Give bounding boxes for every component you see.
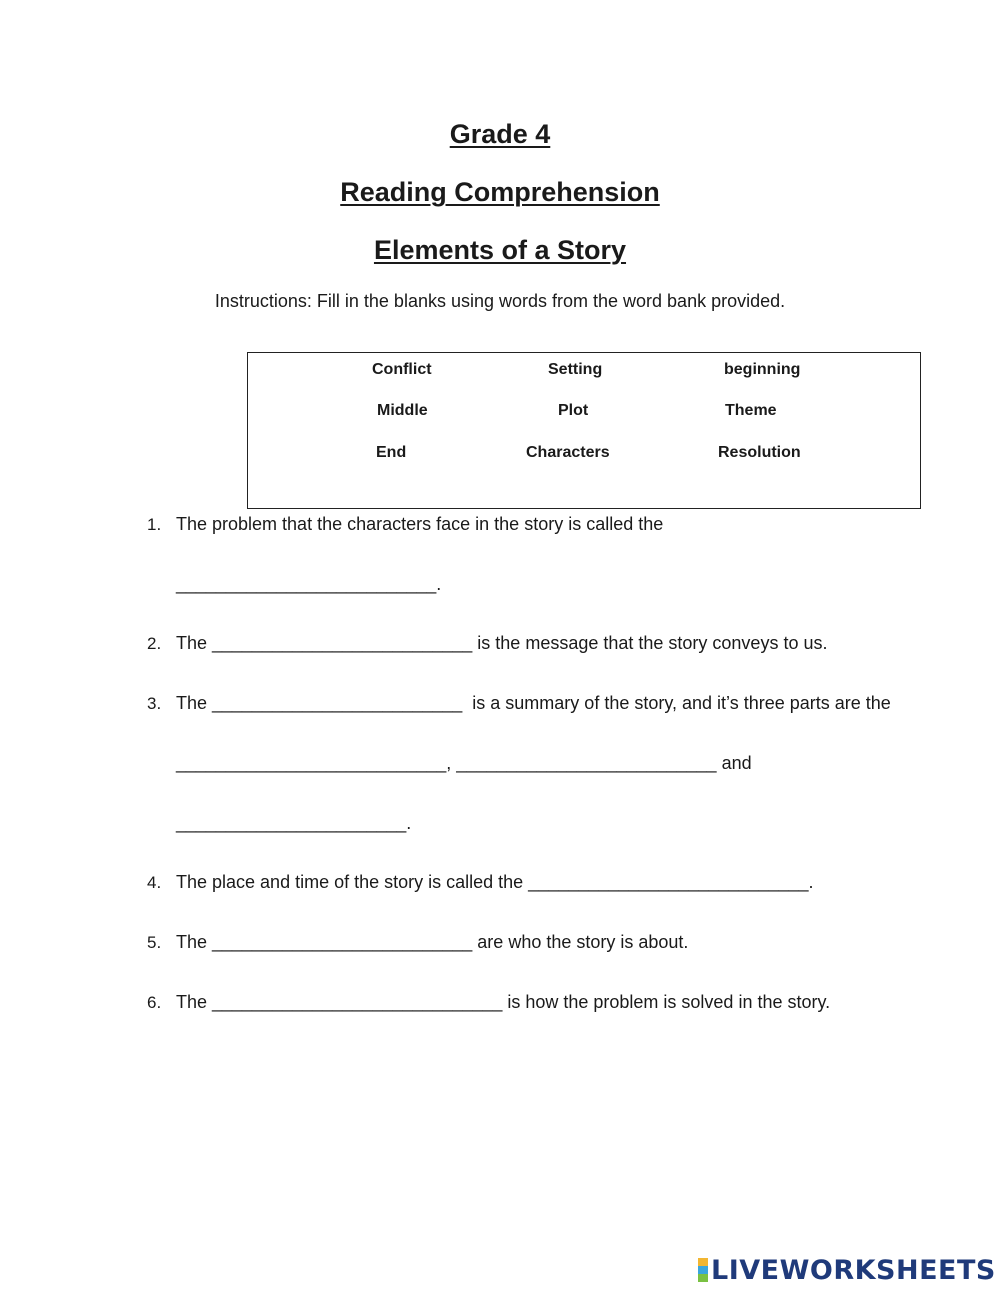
question-6-text[interactable]: The _____________________________ is how the problem is solved in the story. [176,992,831,1012]
question-number: 4. [147,873,162,892]
word-bank-box [247,352,921,509]
word-bank-item: Setting [548,361,603,378]
question-number: 1. [147,515,162,534]
word-bank-item: Middle [377,402,428,419]
question-number: 5. [147,933,162,952]
question-1-blank-line[interactable]: __________________________. [176,574,442,594]
question-3-text[interactable]: The _________________________ is a summary of the story, and it’s three parts are the [176,693,891,713]
question-2-text[interactable]: The __________________________ is the message that the story conveys to us. [176,633,828,653]
word-bank-item: End [376,444,407,461]
liveworksheets-logo [698,1255,996,1285]
logo-badge-icon [698,1258,708,1282]
question-number: 2. [147,634,162,653]
word-bank-item: beginning [724,361,801,378]
question-3-blank-line[interactable]: ___________________________, __________________________ and [176,753,752,773]
word-bank-item: Theme [725,402,777,419]
question-3-blank-line[interactable]: _______________________. [176,813,412,833]
question-5-text[interactable]: The __________________________ are who the story is about. [176,932,689,952]
question-4-text[interactable]: The place and time of the story is called the ____________________________. [176,872,814,892]
topic-title: Elements of a Story [373,235,627,265]
logo-text: LIVEWORKSHEETS [711,1254,996,1286]
question-number: 3. [147,694,162,713]
word-bank-item: Plot [558,402,589,419]
word-bank-item: Resolution [718,444,801,461]
question-number: 6. [147,993,162,1012]
subject-title: Reading Comprehension [340,177,660,207]
word-bank-item: Conflict [372,361,432,378]
instructions-text: Instructions: Fill in the blanks using words from the word bank provided. [214,291,786,311]
grade-title: Grade 4 [449,119,551,149]
word-bank-item: Characters [526,444,610,461]
question-1-text: The problem that the characters face in the story is called the [176,514,664,534]
